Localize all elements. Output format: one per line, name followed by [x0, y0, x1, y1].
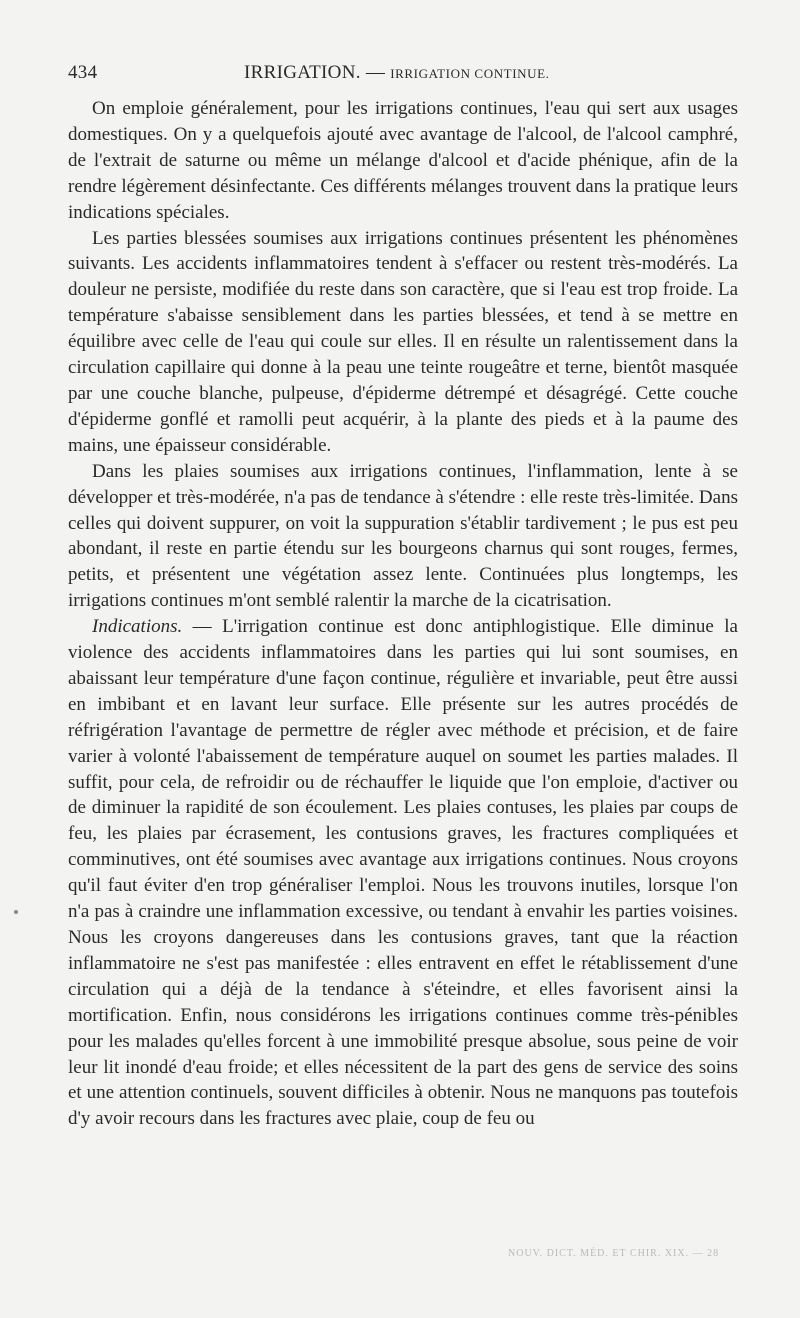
paragraph-3: Dans les plaies soumises aux irrigations continues, l'inflammation, lente à se développer et très-modérée, n'a pas de tendance à s'étendre : elle reste très-limitée. Dans celles qui doivent suppurer, on voit la suppuration s'établir tardivement ; le pus est peu abondant, il reste en partie étendu sur les bourgeons charnus qui sont rouges, fermes, petits, et présentent une végétation assez lente. Continuées plus longtemps, les irrigations continues m'ont semblé ralentir la marche de la cicatrisation. [68, 460, 738, 612]
signature-mark: NOUV. DICT. MÉD. ET CHIR. XIX. — 28 [508, 1248, 720, 1259]
page-number: 434 [68, 62, 98, 83]
paragraph-2: Les parties blessées soumises aux irrigations continues présentent les phénomènes suivants. Les accidents inflammatoires tendent à s'effacer ou restent très-modérés. La douleur ne persiste, modifiée du reste dans son caractère, que si l'eau est trop froide. La température s'abaisse sensiblement dans les parties blessées, et tend à se mettre en équilibre avec celle de l'eau qui coule sur elles. Il en résulte un ralentissement dans la circulation capillaire qui donne à la peau une teinte rougeâtre et terne, bientôt masquée par une couche blanche, pulpeuse, d'épiderme détrempé et désagrégé. Cette couche d'épiderme gonflé et ramolli peut acquérir, à la plante des pieds et à la paume des mains, une épaisseur considérable. [68, 227, 738, 456]
paragraph-indications [68, 614, 738, 1132]
running-head-subtitle: IRRIGATION CONTINUE. [390, 66, 550, 81]
margin-dot [14, 910, 18, 914]
running-head-title: IRRIGATION. [244, 62, 361, 83]
indications-text: — L'irrigation continue est donc antiphlogistique. Elle diminue la violence des accidents inflammatoires dans les parties qui lui sont soumises, en abaissant leur température d'une façon continue, régulière et invariable, peut être aussi en imbibant et en lavant leur surface. Elle présente sur les autres procédés de réfrigération l'avantage de permettre de régler avec méthode et précision, et de faire varier à volonté l'abaissement de température auquel on soumet les parties malades. Il suffit, pour cela, de refroidir ou de réchauffer le liquide que l'on emploie, d'activer ou de diminuer la rapidité de son écoulement. Les plaies contuses, les plaies par coups de feu, les plaies par écrasement, les contusions graves, les fractures compliquées et comminutives, ont été soumises avec avantage aux irrigations continues. Nous croyons qu'il faut éviter d'en trop généraliser l'emploi. Nous les trouvons inutiles, lorsque l'on n'a pas à craindre une inflammation excessive, ou tendant à envahir les parties voisines. Nous les croyons dangereuses dans les contusions graves, tant que la réaction inflammatoire ne s'est pas manifestée : elles entravent en effet le rétablissement d'une circulation qui a déjà de la tendance à s'éteindre, et elles favorisent ainsi la mortification. Enfin, nous considérons les irrigations continues comme très-pénibles pour les malades qu'elles forcent à une immobilité presque absolue, sous peine de voir leur lit inondé d'eau froide; et elles nécessitent de la part des gens de service des soins et une attention continuels, souvent difficiles à obtenir. Nous ne manquons pas toutefois d'y avoir recours dans les fractures avec plaie, coup de feu ou [68, 616, 738, 1130]
running-head [244, 62, 550, 84]
indications-heading: Indications. [92, 616, 183, 638]
page-content [68, 58, 738, 1132]
running-head-separator: — [365, 62, 386, 83]
paragraph-1: On emploie généralement, pour les irrigations continues, l'eau qui sert aux usages domestiques. On y a quelquefois ajouté avec avantage de l'alcool, de l'alcool camphré, de l'extrait de saturne ou même un mélange d'alcool et d'acide phénique, afin de la rendre légèrement désinfectante. Ces différents mélanges trouvent dans la pratique leurs indications spéciales. [68, 98, 738, 223]
page-header [68, 58, 738, 96]
